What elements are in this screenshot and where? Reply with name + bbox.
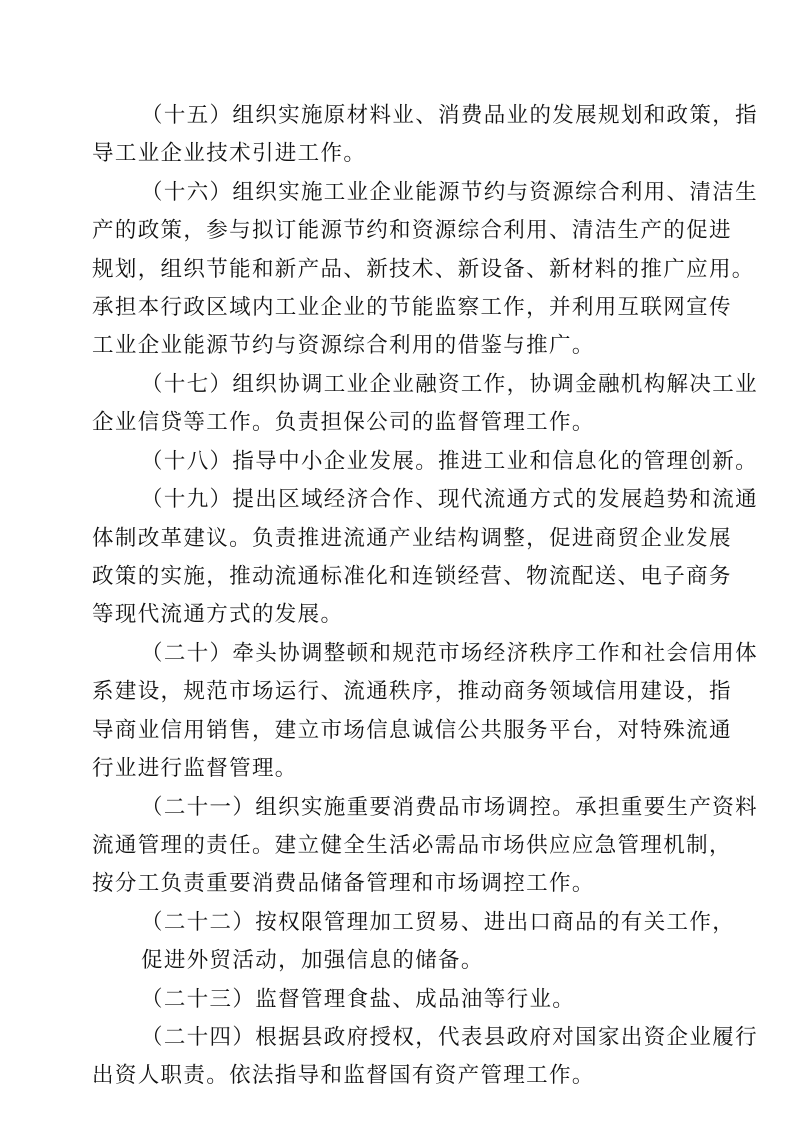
text-line: 工业企业能源节约与资源综合利用的借鉴与推广。 <box>92 333 595 358</box>
text-line: 流通管理的责任。建立健全生活必需品市场供应应急管理机制， <box>92 833 732 858</box>
text-line: （二十）牵头协调整顿和规范市场经济秩序工作和社会信用体 <box>141 641 758 666</box>
text-line: （二十一）组织实施重要消费品市场调控。承担重要生产资料 <box>141 795 758 820</box>
text-line: 承担本行政区域内工业企业的节能监察工作，并利用互联网宣传 <box>92 295 732 320</box>
text-line: （十五）组织实施原材料业、消费品业的发展规划和政策，指 <box>141 103 758 128</box>
text-line: 促进外贸活动，加强信息的储备。 <box>141 948 484 973</box>
text-line: （十六）组织实施工业企业能源节约与资源综合利用、清洁生 <box>141 180 758 205</box>
text-line: 企业信贷等工作。负责担保公司的监督管理工作。 <box>92 410 595 435</box>
text-line: 行业进行监督管理。 <box>92 756 298 781</box>
text-line: 规划，组织节能和新产品、新技术、新设备、新材料的推广应用。 <box>92 257 755 282</box>
text-line: （二十四）根据县政府授权，代表县政府对国家出资企业履行 <box>141 1025 758 1050</box>
text-line: （十九）提出区域经济合作、现代流通方式的发展趋势和流通 <box>141 487 758 512</box>
text-line: 系建设，规范市场运行、流通秩序，推动商务领域信用建设，指 <box>92 679 732 704</box>
text-line: 产的政策，参与拟订能源节约和资源综合利用、清洁生产的促进 <box>92 218 732 243</box>
text-line: 导商业信用销售，建立市场信息诚信公共服务平台，对特殊流通 <box>92 718 732 743</box>
text-line: 按分工负责重要消费品储备管理和市场调控工作。 <box>92 871 595 896</box>
text-line: 出资人职责。依法指导和监督国有资产管理工作。 <box>92 1063 595 1088</box>
text-line: （十八）指导中小企业发展。推进工业和信息化的管理创新。 <box>141 449 758 474</box>
text-line: （二十三）监督管理食盐、成品油等行业。 <box>141 987 576 1012</box>
text-line: 体制改革建议。负责推进流通产业结构调整，促进商贸企业发展 <box>92 526 732 551</box>
text-line: （二十二）按权限管理加工贸易、进出口商品的有关工作， <box>141 910 736 935</box>
text-line: （十七）组织协调工业企业融资工作，协调金融机构解决工业 <box>141 372 758 397</box>
text-line: 导工业企业技术引进工作。 <box>92 141 367 166</box>
text-line: 等现代流通方式的发展。 <box>92 602 344 627</box>
text-line: 政策的实施，推动流通标准化和连锁经营、物流配送、电子商务 <box>92 564 732 589</box>
